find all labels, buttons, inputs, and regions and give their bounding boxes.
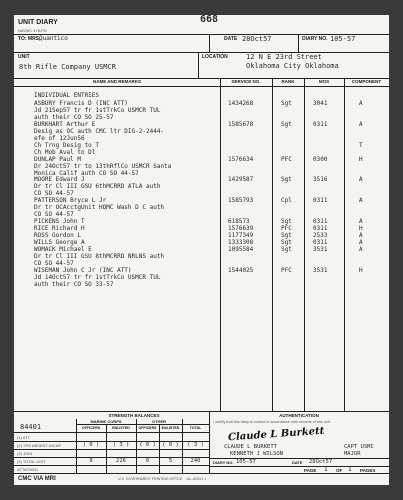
strength-cell: 9 bbox=[89, 458, 93, 464]
entry-service-no: 1544025 bbox=[228, 266, 254, 274]
pages-label: PAGES bbox=[360, 468, 376, 473]
strength-cell: ( 0 ) bbox=[82, 442, 100, 448]
entry-row bbox=[14, 218, 389, 225]
signer-rank: CAPT USMC bbox=[344, 444, 374, 450]
entry-component: A bbox=[359, 100, 363, 107]
location-line2: Oklahoma City Oklahoma bbox=[246, 62, 339, 70]
page-value: 1 bbox=[324, 466, 328, 473]
entry-name: PICKENS John T bbox=[34, 218, 85, 226]
entry-component: H bbox=[359, 225, 363, 233]
entry-rank: Sgt bbox=[281, 218, 292, 226]
entry-mos: 0311 bbox=[313, 218, 328, 226]
sb-header-2: OFFICERS bbox=[138, 426, 157, 430]
strength-row-label: ATTACHED bbox=[17, 467, 38, 472]
strength-header-line bbox=[14, 432, 209, 433]
entry-name: Dr 24Oct57 tr to 13thRflCo USMCR Santa bbox=[34, 162, 172, 170]
entry-name: Ch Trng Desig to T bbox=[34, 141, 100, 149]
strength-row-line bbox=[14, 449, 209, 450]
header-vdivider-2 bbox=[298, 34, 299, 52]
strength-cell: 5 bbox=[168, 458, 173, 464]
entry-row bbox=[14, 274, 389, 281]
to-value: Quantico bbox=[39, 35, 68, 42]
signature: Claude L Burkett bbox=[227, 425, 325, 444]
entry-service-no: 1585793 bbox=[228, 197, 254, 205]
to-label: TO: MRS, bbox=[18, 36, 41, 42]
entry-row bbox=[14, 107, 389, 114]
entry-row bbox=[14, 204, 389, 211]
entry-name: Dr tr OCAcctgUnit HQMC Wash D C auth bbox=[34, 204, 165, 212]
footer-via: CMC VIA MRI bbox=[18, 476, 56, 482]
entry-name: CO SO 44-57 bbox=[34, 211, 74, 219]
strength-cell: ( 0 ) bbox=[139, 442, 156, 448]
diary-no-label: DIARY NO. bbox=[302, 36, 328, 42]
entry-name: ASBURY Francis D (INC ATT) bbox=[34, 100, 128, 107]
entry-rank: Sgt bbox=[281, 120, 292, 128]
entry-mos: 0311 bbox=[313, 225, 328, 233]
entry-row bbox=[14, 253, 389, 260]
entry-row bbox=[14, 128, 389, 135]
entry-name: PATTERSON Bryce L Jr bbox=[34, 197, 107, 205]
entry-name: Monica Calif auth CO SO 44-57 bbox=[34, 169, 139, 177]
page-stamp: 668 bbox=[200, 14, 219, 25]
strength-row-label: (2) TRS ABSENT-INCAP bbox=[17, 443, 62, 448]
entry-rank: Sgt bbox=[281, 245, 292, 253]
entry-rank: Cpl bbox=[281, 197, 292, 205]
entry-rank: PFC bbox=[281, 155, 292, 163]
entry-name: auth their CO SO 33-57 bbox=[34, 280, 114, 288]
entry-name: WISEMAN John C Jr (INC ATT) bbox=[34, 266, 132, 274]
entry-component: A bbox=[359, 245, 363, 253]
entry-mos: 2533 bbox=[313, 232, 328, 240]
entry-row bbox=[14, 163, 389, 170]
entry-component: A bbox=[359, 239, 363, 246]
col-name-header: NAME AND REMARKS bbox=[92, 79, 142, 84]
entry-mos: 3041 bbox=[313, 100, 328, 107]
entry-component: H bbox=[359, 266, 363, 274]
entry-row bbox=[14, 176, 389, 183]
strength-cell: ( 3 ) bbox=[112, 442, 130, 448]
auth-date-label: DATE bbox=[292, 460, 303, 465]
sb-header-3: ENLISTED bbox=[161, 426, 180, 430]
cosigner-typed-name: KENNETH J WILSON bbox=[230, 451, 283, 457]
entry-name: Jd 21Sep57 tr fr 1stTrkCo USMCR TUL bbox=[34, 106, 161, 114]
entry-row bbox=[14, 170, 389, 177]
strength-group-marine: MARINE CORPS bbox=[90, 419, 122, 424]
location-label: LOCATION bbox=[202, 54, 228, 60]
column-header-bottom bbox=[14, 86, 389, 87]
cosigner-rank: MAJOR bbox=[344, 451, 361, 457]
entry-row bbox=[14, 135, 389, 142]
entry-name: Desig as OC auth CMC ltr DIG-2-2444- bbox=[34, 127, 165, 135]
col-component-header: COMPONENT bbox=[351, 79, 382, 84]
entry-row bbox=[14, 190, 389, 197]
entry-service-no: 1576639 bbox=[228, 225, 254, 233]
footer-code: 16—60341-1 bbox=[186, 477, 207, 481]
entry-component: H bbox=[359, 155, 363, 163]
unit-value: 8th Rifle Company USMCR bbox=[19, 63, 116, 71]
date-label: DATE bbox=[224, 36, 238, 42]
entry-name: RICE Richard H bbox=[34, 225, 85, 233]
entry-mos: 0300 bbox=[313, 155, 328, 163]
entry-service-no: 618573 bbox=[228, 218, 250, 226]
entry-service-no: 1576634 bbox=[228, 155, 254, 163]
entry-component: A bbox=[359, 176, 363, 184]
entry-name: Dr tr Cl III GSU 6thMCRRD ATLA auth bbox=[34, 183, 161, 191]
entry-service-no: 1095584 bbox=[228, 245, 254, 253]
diary-no-value: 105-57 bbox=[330, 35, 356, 43]
date-value: 28Oct57 bbox=[242, 35, 272, 43]
entry-mos: 0311 bbox=[313, 197, 328, 205]
unit-vdivider bbox=[198, 52, 199, 78]
entry-name: MOORE Edward J bbox=[34, 176, 85, 184]
entry-row bbox=[14, 225, 389, 232]
sb-header-0: OFFICERS bbox=[81, 426, 101, 430]
entry-name: CO SO 44-57 bbox=[34, 259, 74, 267]
strength-cell: 240 bbox=[190, 458, 201, 464]
entry-mos: 3516 bbox=[313, 176, 328, 184]
entry-service-no: 1177349 bbox=[228, 232, 254, 240]
form-number: NAVMC 478-PD bbox=[18, 28, 47, 33]
entry-row bbox=[14, 239, 389, 246]
entry-row bbox=[14, 156, 389, 163]
entry-rank: Sgt bbox=[281, 232, 292, 240]
unit-divider bbox=[14, 52, 389, 53]
entry-service-no: 1333308 bbox=[228, 239, 254, 246]
entry-row bbox=[14, 121, 389, 128]
entry-row bbox=[14, 267, 389, 274]
strength-cell: 226 bbox=[116, 458, 126, 464]
of-label: OF bbox=[336, 468, 343, 473]
strength-group-other: OTHER bbox=[152, 419, 166, 424]
auth-statement: I certify that this diary is correct in accordance with records of this unit. bbox=[213, 420, 331, 424]
page-label: PAGE bbox=[304, 468, 317, 473]
entry-component: T bbox=[359, 141, 363, 149]
sb-header-1: ENLISTED bbox=[112, 426, 130, 430]
entry-name: WILLS George A bbox=[34, 239, 85, 246]
col-rank-header: RANK bbox=[281, 79, 295, 84]
strength-cell: 0 bbox=[145, 458, 150, 464]
entry-row bbox=[14, 197, 389, 204]
entry-row bbox=[14, 142, 389, 149]
sb-header-4: TOTAL bbox=[189, 426, 202, 430]
strength-group-line bbox=[76, 424, 209, 425]
entry-name: BURKHART Arthur E bbox=[34, 120, 96, 128]
entry-component: A bbox=[359, 197, 363, 205]
entry-row bbox=[14, 260, 389, 267]
entry-row bbox=[14, 149, 389, 156]
strength-row-label: (3) JOIN bbox=[17, 451, 33, 456]
entry-service-no: 1434268 bbox=[228, 100, 254, 107]
entry-service-no: 1429587 bbox=[228, 176, 254, 184]
strength-row-line bbox=[14, 465, 209, 466]
entry-row bbox=[14, 281, 389, 288]
entry-row bbox=[14, 211, 389, 218]
entry-row bbox=[14, 246, 389, 253]
entry-name: WOMACK Michael E bbox=[34, 245, 92, 253]
body-bottom-line bbox=[14, 411, 389, 412]
header-vdivider bbox=[209, 34, 210, 52]
auth-diary-value: 105-57 bbox=[236, 459, 256, 465]
signer-typed-name: CLAUDE L BURKETT bbox=[224, 444, 277, 450]
entry-mos: 3531 bbox=[313, 266, 328, 274]
col-mos-header: MOS bbox=[318, 79, 330, 84]
entry-mos: 0311 bbox=[313, 239, 328, 246]
entry-row bbox=[14, 183, 389, 190]
entry-name: ROSS Gordon L bbox=[34, 232, 81, 240]
entry-name: Dr tr Cl III GSU 8thMCRRD NRLNS auth bbox=[34, 252, 165, 260]
entry-rank: PFC bbox=[281, 266, 292, 274]
form-title: UNIT DIARY bbox=[18, 19, 58, 26]
entry-row bbox=[14, 100, 389, 107]
entry-name: auth their CO SO 25-57 bbox=[34, 113, 114, 121]
col-service-header: SERVICE NO. bbox=[231, 79, 261, 84]
auth-title: AUTHENTICATION bbox=[279, 413, 319, 418]
unit-label: UNIT bbox=[18, 54, 30, 60]
location-line1: 12 N E 23rd Street bbox=[246, 53, 322, 61]
entry-component: A bbox=[359, 120, 363, 128]
entry-name: Jd 14Oct57 tr fr 1stTrkCo USMCR TUL bbox=[34, 273, 161, 281]
entry-rank: Sgt bbox=[281, 176, 292, 184]
entry-rank: Sgt bbox=[281, 100, 292, 107]
individual-entries-heading: INDIVIDUAL ENTRIES bbox=[34, 92, 100, 99]
strength-title: STRENGTH BALANCES bbox=[108, 413, 160, 418]
entry-row bbox=[14, 114, 389, 121]
entry-name: efe of 12Jun56 bbox=[34, 134, 85, 142]
entry-mos: 3531 bbox=[313, 245, 328, 253]
strength-cell: ( 0 ) bbox=[162, 442, 179, 448]
entry-mos: 0311 bbox=[313, 120, 328, 128]
entry-rank: Sgt bbox=[281, 239, 292, 246]
entry-row bbox=[14, 232, 389, 239]
auth-date-value: 28Oct57 bbox=[309, 459, 333, 465]
entry-component: A bbox=[359, 232, 363, 240]
of-value: 1 bbox=[348, 466, 352, 473]
entry-service-no: 1585678 bbox=[228, 120, 254, 128]
strength-row-label: (4) TOTAL UNIT bbox=[17, 459, 46, 464]
diary-sheet bbox=[14, 15, 389, 485]
strength-row-label: (1) ATT bbox=[17, 435, 31, 440]
entry-name: Ch Mob Aval to Dl bbox=[34, 148, 96, 156]
footer-print: U.S. GOVERNMENT PRINTING OFFICE bbox=[118, 477, 183, 481]
entry-name: DUNLAP Paul M bbox=[34, 155, 81, 163]
entry-rank: PFC bbox=[281, 225, 292, 233]
entry-component: A bbox=[359, 218, 363, 226]
entry-name: CO SO 44-57 bbox=[34, 190, 74, 198]
auth-line-2 bbox=[209, 466, 389, 467]
strength-auth-divider bbox=[209, 411, 210, 473]
footer-line bbox=[14, 473, 389, 474]
strength-code: 84401 bbox=[20, 423, 42, 431]
strength-cell: ( 3 ) bbox=[187, 442, 204, 448]
auth-diary-label: DIARY NO. bbox=[213, 460, 234, 465]
